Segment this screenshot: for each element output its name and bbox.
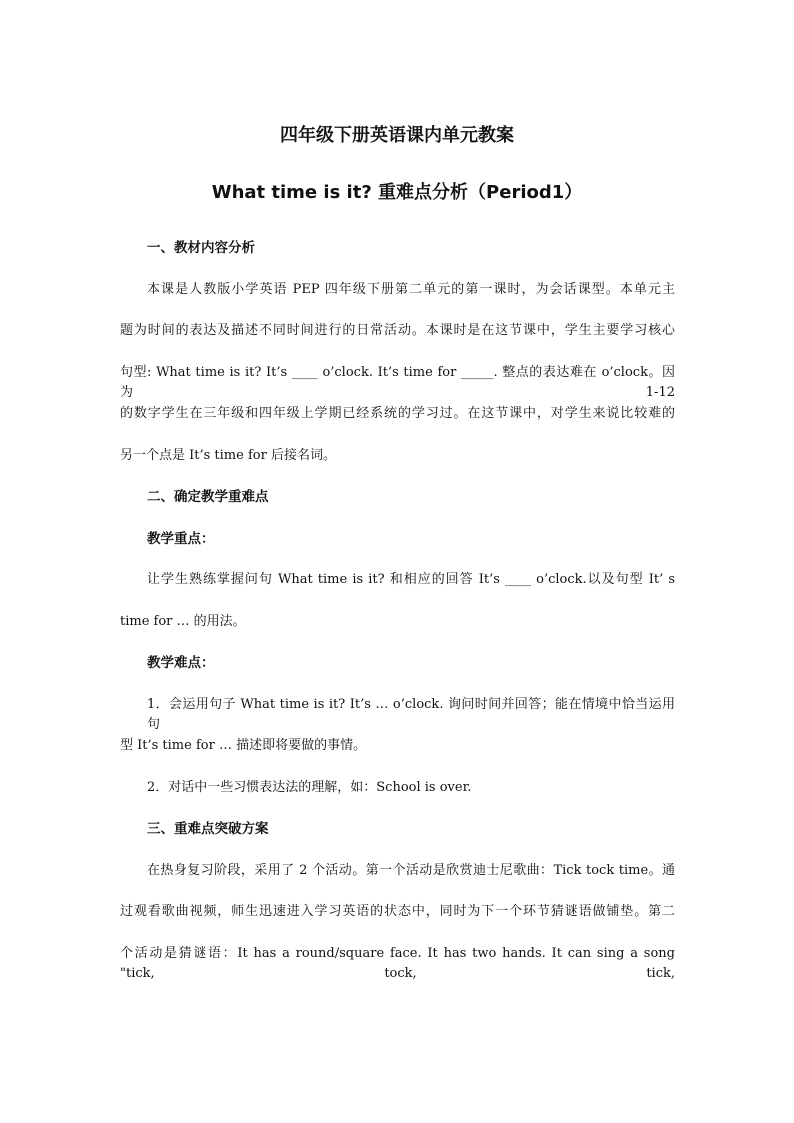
paragraph-line: 在热身复习阶段，采用了 2 个活动。第一个活动是欣赏迪士尼歌曲：Tick tock time。通 <box>147 863 675 878</box>
paragraph-line: 个活动是猜谜语：It has a round/square face. It has two hands. It can sing a song "tick, tock, tick, <box>120 946 675 981</box>
paragraph-line: 另一个点是 It’s time for 后接名词。 <box>120 448 336 463</box>
document-subtitle: What time is it? 重难点分析（Period1） <box>211 182 583 203</box>
paragraph-line: 题为时间的表达及描述不同时间进行的日常活动。本课时是在这节课中，学生主要学习核心 <box>120 323 675 338</box>
section-heading-2: 二、确定教学重难点 <box>147 489 269 505</box>
paragraph-line: time for … 的用法。 <box>120 614 246 629</box>
document-title: 四年级下册英语课内单元教案 <box>280 125 514 146</box>
section-heading-3: 三、重难点突破方案 <box>147 821 269 837</box>
paragraph-line: 让学生熟练掌握问句 What time is it? 和相应的回答 It’s ____ o’clock.以及句型 It’ s <box>147 572 675 587</box>
paragraph-line: 1．会运用句子 What time is it? It’s … o’clock. 询问时间并回答；能在情境中恰当运用句 <box>147 697 675 732</box>
key-points-label: 教学重点： <box>147 531 215 547</box>
section-heading-1: 一、教材内容分析 <box>147 240 255 256</box>
paragraph-line: 2．对话中一些习惯表达法的理解，如：School is over. <box>147 780 472 795</box>
paragraph-line: 过观看歌曲视频，师生迅速进入学习英语的状态中，同时为下一个环节猜谜语做铺垫。第二 <box>120 904 675 919</box>
paragraph-line: 型 It’s time for … 描述即将要做的事情。 <box>120 738 367 753</box>
paragraph-line: 的数字学生在三年级和四年级上学期已经系统的学习过。在这节课中，对学生来说比较难的 <box>120 406 675 421</box>
paragraph-line: 本课是人教版小学英语 PEP 四年级下册第二单元的第一课时，为会话课型。本单元主 <box>147 282 675 297</box>
difficult-points-label: 教学难点： <box>147 655 215 671</box>
paragraph-line: 句型: What time is it? It’s ____ o’clock. It’s time for _____. 整点的表达难在 o’clock。因为 1-12 <box>120 365 675 400</box>
